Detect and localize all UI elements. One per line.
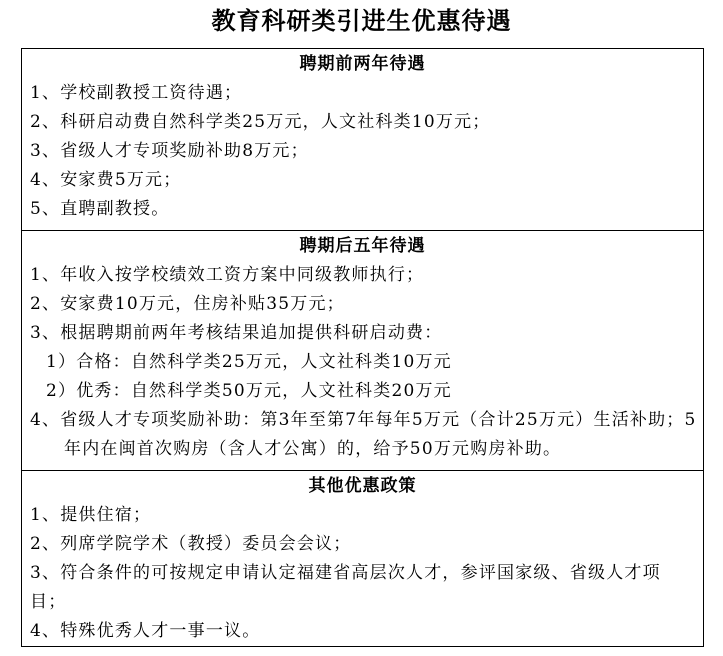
section-header: 聘期后五年待遇 xyxy=(299,236,426,256)
list-item: 2、科研启动费自然科学类25万元，人文社科类10万元； xyxy=(30,112,491,132)
list-sub-item: 1）合格：自然科学类25万元，人文社科类10万元 xyxy=(46,352,452,372)
list-item: 3、根据聘期前两年考核结果追加提供科研启动费： xyxy=(30,323,443,343)
list-item: 1、提供住宿； xyxy=(30,505,152,525)
list-item: 3、符合条件的可按规定申请认定福建省高层次人才，参评国家级、省级人才项目； xyxy=(30,563,661,612)
list-item: 1、年收入按学校绩效工资方案中同级教师执行； xyxy=(30,265,425,285)
list-sub-item: 2）优秀：自然科学类50万元，人文社科类20万元 xyxy=(46,381,452,401)
list-item: 4、安家费5万元； xyxy=(30,170,182,190)
section-first-two-years xyxy=(22,49,703,231)
section-header: 其他优惠政策 xyxy=(308,476,417,496)
list-item: 3、省级人才专项奖励补助8万元； xyxy=(30,141,309,161)
list-item: 4、省级人才专项奖励补助：第3年至第7年每年5万元（合计25万元）生活补助；5年内在闽首次购房（含人才公寓）的，给予50万元购房补助。 xyxy=(30,410,697,459)
list-item: 1、学校副教授工资待遇； xyxy=(30,83,243,103)
document-title: 教育科研类引进生优惠待遇 xyxy=(211,6,512,35)
benefits-table xyxy=(21,48,704,647)
list-item: 2、列席学院学术（教授）委员会会议； xyxy=(30,534,352,554)
list-item: 5、直聘副教授。 xyxy=(30,199,170,219)
section-other-policies xyxy=(22,471,703,646)
list-item: 4、特殊优秀人才一事一议。 xyxy=(30,621,261,641)
section-later-five-years xyxy=(22,231,703,471)
section-header: 聘期前两年待遇 xyxy=(299,54,426,74)
list-item: 2、安家费10万元，住房补贴35万元； xyxy=(30,294,345,314)
